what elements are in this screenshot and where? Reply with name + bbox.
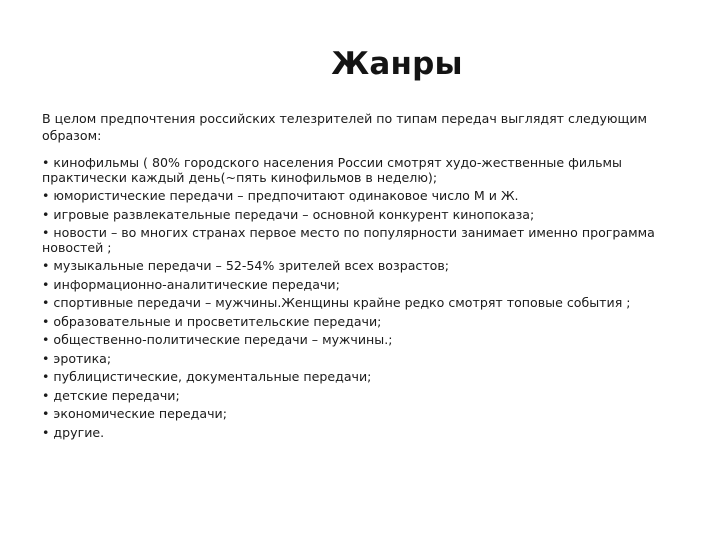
genre-list: [42, 154, 692, 442]
list-item: [42, 206, 692, 225]
list-item-text: • музыкальные передачи – 52-54% зрителей всех возрастов;: [42, 258, 450, 273]
list-item-text: • публицистические, документальные передачи;: [42, 369, 372, 384]
list-item: [42, 368, 692, 387]
list-item-text: • детские передачи;: [42, 387, 180, 403]
list-item-text: • экономические передачи;: [42, 406, 227, 421]
intro-paragraph: В целом предпочтения российских телезрителей по типам передач выглядят следующим образом:: [42, 111, 648, 143]
list-item-text: • юмористические передачи – предпочитают одинаковое число М и Ж.: [42, 188, 519, 203]
list-item: [42, 405, 692, 424]
list-item: [42, 294, 692, 313]
list-item: [42, 350, 692, 369]
list-item: [42, 187, 692, 206]
list-item: [42, 313, 692, 332]
list-item-text: • кинофильмы ( 80% городского населения России смотрят худо-жественные фильмы практически каждый день(~пять кинофильмов в неделю);: [42, 155, 622, 185]
list-item: [42, 154, 692, 187]
list-item-text: • игровые развлекательные передачи – основной конкурент кинопоказа;: [42, 206, 535, 222]
list-item-text: • новости – во многих странах первое место по популярности занимает именно программа новостей ;: [42, 225, 655, 255]
list-item-text: • образовательные и просветительские передачи;: [42, 313, 382, 329]
list-item: [42, 331, 692, 350]
list-item-text: • информационно-аналитические передачи;: [42, 276, 340, 292]
list-item: [42, 224, 692, 257]
list-item: [42, 387, 692, 406]
list-item: [42, 257, 692, 276]
list-item: [42, 424, 692, 443]
list-item-text: • спортивные передачи – мужчины.Женщины крайне редко смотрят топовые события ;: [42, 295, 631, 310]
list-item-text: • общественно-политические передачи – мужчины.;: [42, 332, 393, 347]
list-item: [42, 276, 692, 295]
list-item-text: • другие.: [42, 424, 105, 440]
page-title: Жанры: [331, 46, 463, 82]
list-item-text: • эротика;: [42, 350, 112, 366]
